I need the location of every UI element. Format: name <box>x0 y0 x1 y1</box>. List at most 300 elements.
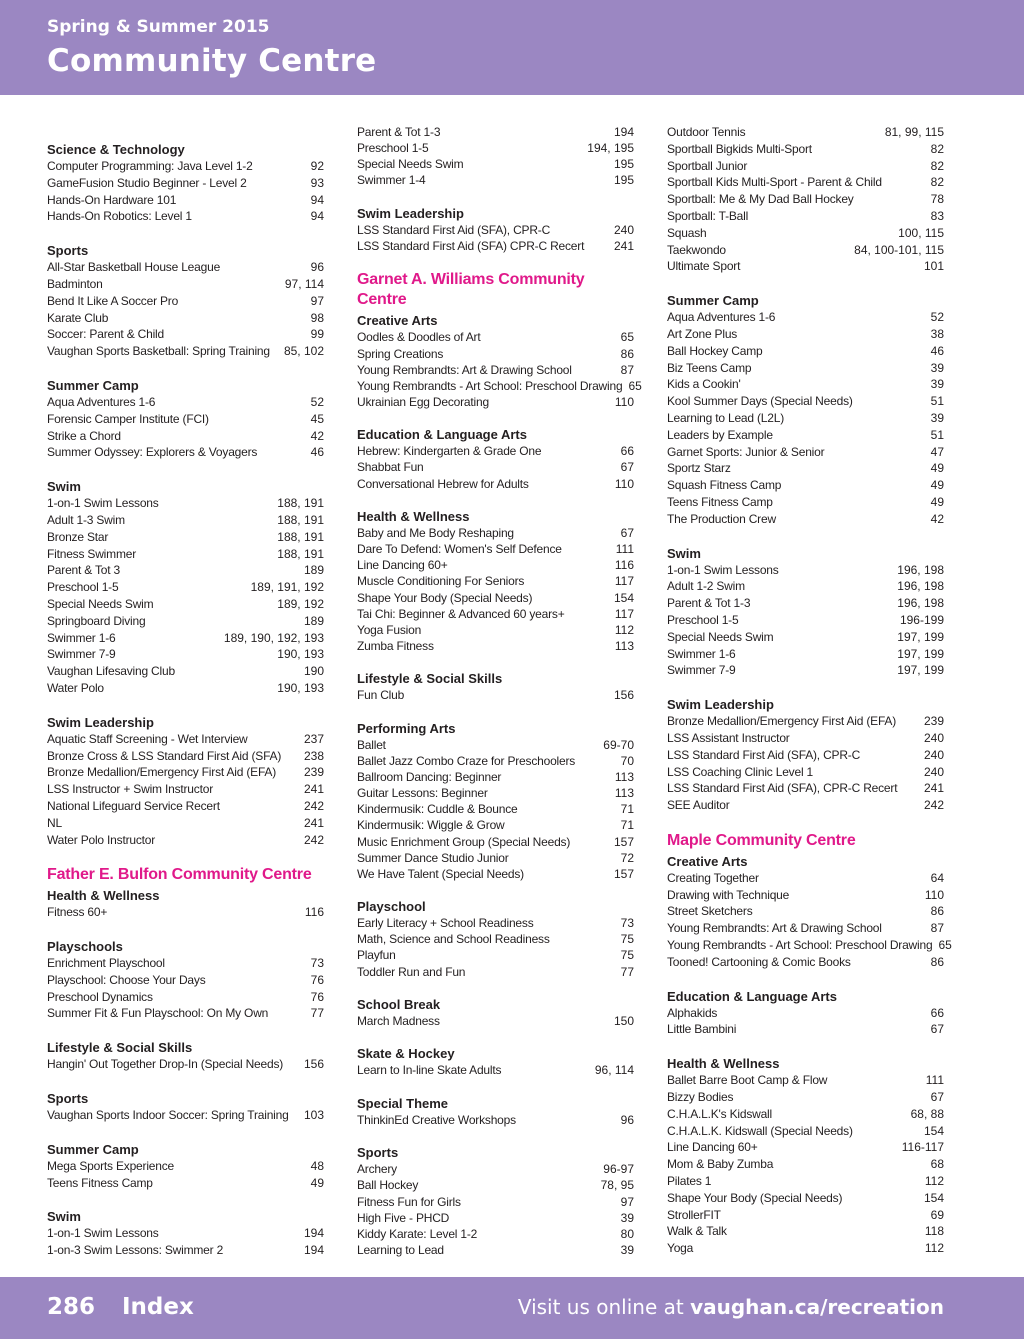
program-name: Parent & Tot 1-3 <box>667 596 751 611</box>
index-entry <box>47 1225 324 1242</box>
page-reference: 241 <box>613 238 634 253</box>
category-heading: Science & Technology <box>47 142 185 157</box>
program-name: Hangin' Out Together Drop-In (Special Needs) <box>47 1057 284 1072</box>
program-name: We Have Talent (Special Needs) <box>357 866 524 881</box>
page-reference: 240 <box>923 747 944 762</box>
program-name: Water Polo Instructor <box>47 832 156 847</box>
header-subtitle: Spring & Summer 2015 <box>47 17 270 37</box>
program-name: Kindermusik: Wiggle & Grow <box>357 818 505 833</box>
program-name: Mom & Baby Zumba <box>667 1157 774 1172</box>
page-reference: 103 <box>303 1108 324 1123</box>
index-entry <box>357 964 634 980</box>
index-column-3 <box>667 124 952 1274</box>
index-entry <box>667 1207 944 1224</box>
page-reference: 242 <box>923 798 944 813</box>
category-heading: Playschool <box>357 899 426 915</box>
page-reference: 66 <box>930 1005 944 1020</box>
program-name: LSS Standard First Aid (SFA) CPR-C Recert <box>357 238 585 253</box>
program-name: Shabbat Fun <box>357 460 424 475</box>
program-name: Fitness Swimmer <box>47 546 137 561</box>
index-entry <box>357 238 634 254</box>
program-name: Garnet Sports: Junior & Senior <box>667 444 825 459</box>
program-name: Early Literacy + School Readiness <box>357 916 534 931</box>
page-reference: 197, 199 <box>897 663 944 678</box>
index-entry <box>47 989 324 1006</box>
category-heading: Swim <box>47 479 81 495</box>
program-name: Young Rembrandts - Art School: Preschool Drawing <box>667 938 933 953</box>
page-reference: 240 <box>923 764 944 779</box>
index-entry <box>667 477 944 494</box>
index-entry <box>667 460 944 477</box>
page-reference: 113 <box>614 638 634 653</box>
page-reference: 97 <box>310 293 324 308</box>
page-reference: 77 <box>620 964 634 979</box>
page-reference: 195 <box>613 173 634 188</box>
index-entry <box>667 662 944 679</box>
program-name: Teens Fitness Camp <box>47 1175 153 1190</box>
page-reference: 71 <box>620 802 634 817</box>
index-entry <box>357 769 634 785</box>
index-entry <box>357 1112 634 1128</box>
index-entry <box>667 747 944 764</box>
index-entry <box>667 1240 944 1257</box>
page-reference: 188, 191 <box>277 546 324 561</box>
program-name: Ballet <box>357 737 386 752</box>
website-link[interactable] <box>518 1295 944 1319</box>
program-name: Fitness 60+ <box>47 905 108 920</box>
program-name: High Five - PHCD <box>357 1210 450 1225</box>
category-heading: Creative Arts <box>667 853 748 869</box>
program-name: Ball Hockey <box>357 1178 419 1193</box>
program-name: Ballet Barre Boot Camp & Flow <box>667 1073 828 1088</box>
page-reference: 82 <box>930 158 944 173</box>
index-entry <box>357 947 634 963</box>
page-reference: 85, 102 <box>283 344 324 359</box>
centre-heading: Garnet A. Williams Community Centre <box>357 271 585 309</box>
category-heading: Lifestyle & Social Skills <box>47 1040 193 1056</box>
page-reference: 242 <box>303 832 324 847</box>
index-entry <box>47 546 324 563</box>
page-reference: 111 <box>615 542 634 557</box>
category-heading: Summer Camp <box>47 377 139 393</box>
index-entry <box>357 1210 634 1226</box>
index-entry <box>357 687 634 703</box>
page-reference: 71 <box>620 818 634 833</box>
program-name: Adult 1-3 Swim <box>47 512 125 527</box>
program-name: Playfun <box>357 948 396 963</box>
program-name: GameFusion Studio Beginner - Level 2 <box>47 175 247 190</box>
program-name: Kiddy Karate: Level 1-2 <box>357 1226 478 1241</box>
index-entry <box>357 801 634 817</box>
program-name: 1-on-1 Swim Lessons <box>47 1226 159 1241</box>
page-reference: 64 <box>930 870 944 885</box>
index-entry <box>357 590 634 606</box>
page-reference: 188, 191 <box>277 496 324 511</box>
page-reference: 113 <box>614 786 634 801</box>
index-category <box>667 696 944 814</box>
page-reference: 196, 198 <box>897 596 944 611</box>
page-reference: 76 <box>310 989 324 1004</box>
program-name: Bronze Medallion/Emergency First Aid (EFA) <box>667 714 897 729</box>
index-entry <box>667 1021 944 1038</box>
index-entry <box>47 1107 324 1124</box>
program-name: The Production Crew <box>667 511 776 526</box>
program-name: Ballroom Dancing: Beginner <box>357 770 502 784</box>
program-name: Kool Summer Days (Special Needs) <box>667 394 853 409</box>
index-entry <box>667 713 944 730</box>
page-reference: 69 <box>930 1207 944 1222</box>
page-reference: 49 <box>930 494 944 509</box>
program-name: Young Rembrandts: Art & Drawing School <box>667 921 882 936</box>
program-name: Young Rembrandts - Art School: Preschool Drawing <box>357 378 623 393</box>
page-reference: 68, 88 <box>910 1106 944 1121</box>
index-category <box>357 996 634 1029</box>
page-reference: 194 <box>613 125 634 139</box>
program-name: Learning to Lead (L2L) <box>667 410 785 425</box>
program-name: 1-on-3 Swim Lessons: Swimmer 2 <box>47 1243 224 1258</box>
page-reference: 42 <box>310 428 324 443</box>
category-heading: Swim <box>47 1209 81 1225</box>
program-name: Sportball: T-Ball <box>667 208 749 223</box>
index-entry <box>357 1194 634 1210</box>
centre-heading: Father E. Bulfon Community Centre <box>47 866 312 884</box>
index-entry <box>667 920 944 937</box>
index-entry <box>667 1223 944 1240</box>
program-name: Bronze Cross & LSS Standard First Aid (SFA) <box>47 748 282 763</box>
page-reference: 97, 114 <box>284 276 324 291</box>
index-entry <box>667 562 944 579</box>
program-name: Hands-On Robotics: Level 1 <box>47 209 192 224</box>
index-category <box>357 124 634 189</box>
page-reference: 189, 190, 192, 193 <box>223 630 324 645</box>
page-reference: 188, 191 <box>277 529 324 544</box>
index-entry <box>667 1190 944 1207</box>
program-name: Outdoor Tennis <box>667 125 746 139</box>
program-name: Biz Teens Camp <box>667 360 752 375</box>
index-entry <box>47 596 324 613</box>
page-reference: 150 <box>613 1014 634 1028</box>
category-heading: Swim <box>667 545 701 561</box>
page-reference: 39 <box>930 377 944 392</box>
page-reference: 157 <box>613 834 634 849</box>
index-entry <box>357 443 634 459</box>
page-reference: 92 <box>310 159 324 173</box>
program-name: Vaughan Sports Basketball: Spring Training <box>47 344 270 359</box>
page-reference: 67 <box>620 460 634 475</box>
index-entry <box>357 931 634 947</box>
index-category <box>47 714 324 849</box>
program-name: Strike a Chord <box>47 428 121 443</box>
program-name: Yoga Fusion <box>357 622 422 637</box>
index-category <box>357 1095 634 1128</box>
program-name: 1-on-1 Swim Lessons <box>667 562 779 577</box>
category-heading: Summer Camp <box>47 1141 139 1157</box>
page-reference: 72 <box>620 850 634 865</box>
program-name: Bronze Medallion/Emergency First Aid (EFA) <box>47 765 277 780</box>
program-name: Toddler Run and Fun <box>357 964 466 979</box>
index-entry <box>667 427 944 444</box>
page-reference: 86 <box>620 346 634 361</box>
program-name: C.H.A.L.K's Kidswall <box>667 1106 772 1121</box>
program-name: Karate Club <box>47 310 109 325</box>
index-category <box>357 508 634 654</box>
program-name: Guitar Lessons: Beginner <box>357 786 488 801</box>
index-entry <box>357 915 634 931</box>
index-entry <box>357 140 634 156</box>
page-reference: 39 <box>620 1210 634 1225</box>
page-reference: 116-117 <box>901 1140 944 1155</box>
page-reference: 86 <box>930 954 944 969</box>
page-reference: 98 <box>310 310 324 325</box>
index-entry <box>47 646 324 663</box>
page-reference: 67 <box>620 526 634 540</box>
page-reference: 97 <box>620 1194 634 1209</box>
index-entry <box>667 1005 944 1022</box>
index-category <box>47 938 324 1022</box>
index-entry <box>47 1175 324 1192</box>
page-reference: 86 <box>930 904 944 919</box>
index-entry <box>357 394 634 410</box>
page-reference: 197, 199 <box>897 646 944 661</box>
index-entry <box>667 511 944 528</box>
page-reference: 73 <box>310 956 324 971</box>
index-entry <box>667 937 952 954</box>
index-entry <box>357 172 634 188</box>
program-name: Learn to In-line Skate Adults <box>357 1063 502 1078</box>
program-name: Special Needs Swim <box>357 157 464 172</box>
program-name: Spring Creations <box>357 346 444 361</box>
index-column-2 <box>357 124 642 1274</box>
page-reference: 39 <box>620 1242 634 1257</box>
index-entry <box>667 225 944 242</box>
page-reference: 69-70 <box>603 737 634 752</box>
page-reference: 39 <box>930 360 944 375</box>
program-name: Vaughan Lifesaving Club <box>47 664 175 679</box>
index-category <box>47 478 324 697</box>
index-entry <box>357 606 634 622</box>
program-name: Baby and Me Body Reshaping <box>357 526 514 540</box>
index-entry <box>667 444 944 461</box>
program-name: Taekwondo <box>667 242 726 257</box>
program-name: Zumba Fitness <box>357 638 434 653</box>
program-name: Street Sketchers <box>667 904 753 919</box>
page-reference: 117 <box>614 606 634 621</box>
index-entry <box>357 557 634 573</box>
page-reference: 65 <box>938 938 952 953</box>
index-entry <box>667 903 944 920</box>
program-name: Line Dancing 60+ <box>667 1140 758 1155</box>
program-name: Sportball Junior <box>667 158 748 173</box>
page-reference: 49 <box>930 478 944 493</box>
page-reference: 190, 193 <box>277 680 324 695</box>
index-entry <box>47 175 324 192</box>
program-name: Little Bambini <box>667 1022 737 1037</box>
program-name: Squash <box>667 225 707 240</box>
program-name: NL <box>47 815 62 830</box>
index-entry <box>357 573 634 589</box>
index-category <box>357 312 642 410</box>
program-name: LSS Standard First Aid (SFA), CPR-C Recert <box>667 781 898 796</box>
index-entry <box>47 748 324 765</box>
page-reference: 113 <box>614 770 634 784</box>
page-reference: 94 <box>310 192 324 207</box>
page-reference: 67 <box>930 1090 944 1105</box>
page-reference: 96, 114 <box>594 1063 634 1078</box>
program-name: Bend It Like A Soccer Pro <box>47 293 179 308</box>
index-category <box>357 898 634 980</box>
page-reference: 46 <box>930 343 944 358</box>
category-heading: Performing Arts <box>357 720 456 736</box>
index-entry <box>47 343 324 360</box>
program-name: Yoga <box>667 1241 694 1256</box>
program-name: LSS Standard First Aid (SFA), CPR-C <box>667 747 861 762</box>
index-entry <box>357 850 634 866</box>
program-name: Enrichment Playschool <box>47 956 165 971</box>
page-reference: 195 <box>613 157 634 172</box>
index-category <box>47 1039 324 1073</box>
page-reference: 48 <box>310 1158 324 1173</box>
page-reference: 38 <box>930 326 944 341</box>
page-reference: 82 <box>930 175 944 190</box>
page-reference: 80 <box>620 1226 634 1241</box>
page-reference: 110 <box>614 476 634 491</box>
program-name: ThinkinEd Creative Workshops <box>357 1112 516 1127</box>
program-name: Sportz Starz <box>667 461 731 476</box>
website-url[interactable]: vaughan.ca/recreation <box>690 1295 944 1319</box>
program-name: Swimmer 1-6 <box>47 630 116 645</box>
index-entry <box>357 1062 634 1078</box>
program-name: Soccer: Parent & Child <box>47 327 164 342</box>
page-reference: 84, 100-101, 115 <box>854 242 944 257</box>
category-heading: School Break <box>357 997 441 1012</box>
index-entry <box>667 887 944 904</box>
index-entry <box>47 259 324 276</box>
page-reference: 77 <box>310 1006 324 1021</box>
index-entry <box>667 376 944 393</box>
index-entry <box>667 595 944 612</box>
page-reference: 154 <box>613 590 634 605</box>
page-reference: 112 <box>614 622 634 637</box>
index-entry <box>667 797 944 814</box>
index-entry <box>47 326 324 343</box>
category-heading: Special Theme <box>357 1095 449 1111</box>
index-category <box>667 988 944 1039</box>
program-name: LSS Instructor + Swim Instructor <box>47 782 213 797</box>
program-name: Archery <box>357 1162 397 1177</box>
index-entry <box>667 343 944 360</box>
program-name: Forensic Camper Institute (FCI) <box>47 411 209 426</box>
page-reference: 52 <box>930 310 944 325</box>
program-name: Swimmer 1-6 <box>667 646 736 661</box>
page-reference: 241 <box>303 815 324 830</box>
page-reference: 83 <box>930 208 944 223</box>
page-reference: 189, 192 <box>277 596 324 611</box>
program-name: Squash Fitness Camp <box>667 478 782 493</box>
header-title: Community Centre <box>47 43 377 79</box>
index-entry <box>667 309 944 326</box>
program-name: Kids a Cookin' <box>667 377 741 392</box>
index-entry <box>47 579 324 596</box>
index-entry <box>47 158 324 175</box>
page-reference: 116 <box>614 558 634 573</box>
program-name: Adult 1-2 Swim <box>667 579 745 594</box>
page-reference: 190 <box>303 664 324 679</box>
page-reference: 81, 99, 115 <box>884 125 944 139</box>
index-entry <box>357 525 634 541</box>
index-entry <box>47 1005 324 1022</box>
program-name: Hebrew: Kindergarten & Grade One <box>357 444 542 459</box>
page-reference: 112 <box>924 1241 944 1256</box>
program-name: Art Zone Plus <box>667 326 738 341</box>
program-name: LSS Standard First Aid (SFA), CPR-C <box>357 222 551 237</box>
index-entry <box>667 1173 944 1190</box>
index-entry <box>667 730 944 747</box>
program-name: StrollerFIT <box>667 1207 721 1222</box>
page-reference: 194 <box>303 1226 324 1241</box>
column-spacer <box>47 124 324 141</box>
index-entry <box>47 815 324 832</box>
page-reference: 196-199 <box>899 612 944 627</box>
page-reference: 70 <box>620 753 634 768</box>
index-entry <box>357 1013 634 1029</box>
program-name: Shape Your Body (Special Needs) <box>357 590 533 605</box>
program-name: Tooned! Cartooning & Comic Books <box>667 954 851 969</box>
index-category <box>667 545 944 680</box>
index-category <box>357 670 634 703</box>
index-category <box>667 1055 944 1257</box>
category-heading: Swim Leadership <box>47 714 154 730</box>
program-name: Music Enrichment Group (Special Needs) <box>357 834 571 849</box>
index-entry <box>357 378 642 394</box>
category-heading: Education & Language Arts <box>357 427 527 443</box>
program-name: Preschool 1-5 <box>357 141 429 156</box>
program-name: Computer Programming: Java Level 1-2 <box>47 159 253 173</box>
page-reference: 156 <box>303 1057 324 1072</box>
page-reference: 241 <box>923 781 944 796</box>
page-reference: 100, 115 <box>898 225 944 240</box>
program-name: Hands-On Hardware 101 <box>47 192 177 207</box>
index-category <box>357 205 634 254</box>
index-entry <box>47 904 324 921</box>
index-entry <box>667 1123 944 1140</box>
program-name: Shape Your Body (Special Needs) <box>667 1190 843 1205</box>
page-reference: 51 <box>930 427 944 442</box>
program-name: Pilates 1 <box>667 1174 712 1189</box>
index-entry <box>47 613 324 630</box>
program-name: LSS Coaching Clinic Level 1 <box>667 764 814 779</box>
page-reference: 42 <box>930 511 944 526</box>
page-reference: 46 <box>310 445 324 460</box>
category-heading: Playschools <box>47 939 123 955</box>
page-reference: 112 <box>924 1174 944 1189</box>
program-name: Drawing with Technique <box>667 887 790 902</box>
index-entry <box>47 512 324 529</box>
index-entry <box>47 293 324 310</box>
program-name: All-Star Basketball House League <box>47 260 221 275</box>
index-entry <box>47 276 324 293</box>
page-reference: 96-97 <box>603 1162 634 1177</box>
program-name: Ballet Jazz Combo Craze for Preschoolers <box>357 753 576 768</box>
program-name: Sportball: Me & My Dad Ball Hockey <box>667 192 854 207</box>
page-reference: 110 <box>614 394 634 409</box>
program-name: Learning to Lead <box>357 1242 444 1257</box>
index-category <box>667 292 944 527</box>
index-entry <box>47 192 324 209</box>
program-name: Dare To Defend: Women's Self Defence <box>357 542 562 557</box>
index-entry <box>47 1056 324 1073</box>
page-reference: 78, 95 <box>600 1178 634 1193</box>
index-entry <box>47 394 324 411</box>
